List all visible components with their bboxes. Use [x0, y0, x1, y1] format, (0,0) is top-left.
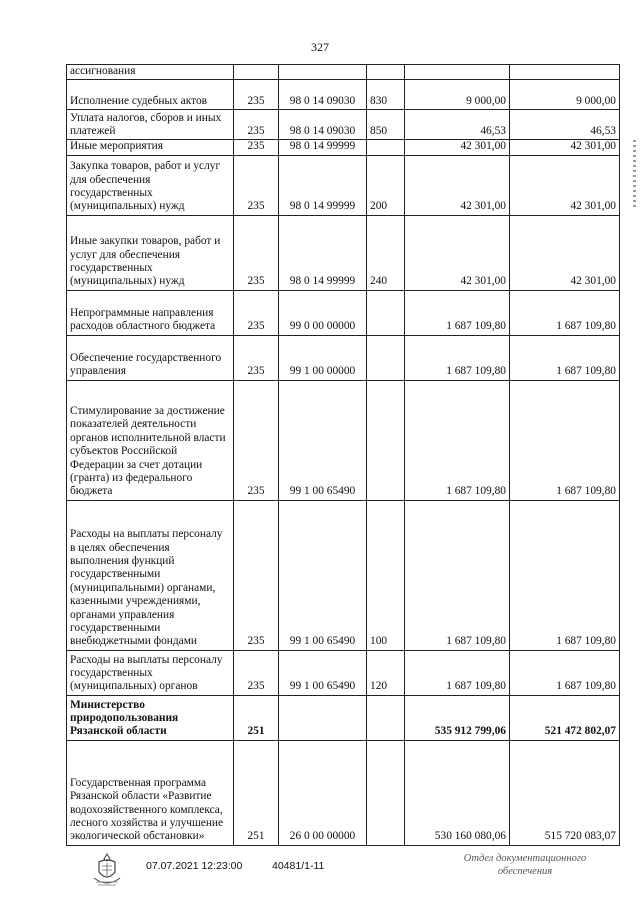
cell-ved	[234, 65, 279, 80]
cell-target-article: 26 0 00 00000	[279, 740, 367, 845]
cell-sum-2: 515 720 083,07	[510, 740, 620, 845]
cell-target-article: 99 1 00 00000	[279, 335, 367, 380]
cell-name: ассигнования	[67, 65, 234, 80]
cell-ved: 235	[234, 155, 279, 215]
table-row	[67, 215, 620, 290]
department-stamp	[440, 852, 610, 878]
cell-expense-type: 830	[367, 80, 405, 110]
cell-sum-2: 1 687 109,80	[510, 290, 620, 335]
cell-target-article: 99 1 00 65490	[279, 380, 367, 500]
cell-sum-1: 1 687 109,80	[405, 290, 510, 335]
stamp-line-2: обеспечения	[497, 866, 553, 877]
cell-ved: 235	[234, 380, 279, 500]
cell-sum-2: 42 301,00	[510, 215, 620, 290]
cell-expense-type	[367, 65, 405, 80]
cell-name: Исполнение судебных актов	[67, 80, 234, 110]
footer-document-code: 40481/1-11	[272, 860, 325, 872]
cell-sum-1: 42 301,00	[405, 215, 510, 290]
table-row	[67, 695, 620, 740]
cell-name: Министерство природопользования Рязанской области	[67, 695, 234, 740]
cell-sum-2: 42 301,00	[510, 155, 620, 215]
cell-expense-type: 200	[367, 155, 405, 215]
cell-sum-1: 1 687 109,80	[405, 500, 510, 650]
table-row	[67, 140, 620, 155]
cell-target-article: 98 0 14 09030	[279, 110, 367, 140]
cell-sum-1: 1 687 109,80	[405, 335, 510, 380]
cell-expense-type	[367, 740, 405, 845]
cell-sum-1: 1 687 109,80	[405, 650, 510, 695]
table-row	[67, 335, 620, 380]
cell-target-article: 98 0 14 99999	[279, 215, 367, 290]
cell-sum-1: 535 912 799,06	[405, 695, 510, 740]
cell-sum-2: 42 301,00	[510, 140, 620, 155]
stamp-line-1: Отдел документационного	[463, 853, 587, 864]
cell-sum-1: 42 301,00	[405, 140, 510, 155]
cell-sum-1: 46,53	[405, 110, 510, 140]
cell-sum-2: 1 687 109,80	[510, 380, 620, 500]
cell-expense-type	[367, 140, 405, 155]
cell-expense-type	[367, 335, 405, 380]
cell-target-article	[279, 695, 367, 740]
table-row	[67, 155, 620, 215]
scan-edge-marks	[633, 140, 636, 210]
cell-target-article: 99 1 00 65490	[279, 500, 367, 650]
cell-sum-2	[510, 65, 620, 80]
cell-name: Стимулирование за достижение показателей деятельности органов исполнительной власти субъектов Российской Федерации за счет дотации (гранта) из федерального бюджета	[67, 380, 234, 500]
cell-expense-type	[367, 380, 405, 500]
cell-sum-2: 46,53	[510, 110, 620, 140]
cell-target-article: 98 0 14 99999	[279, 140, 367, 155]
table-row	[67, 110, 620, 140]
cell-ved: 251	[234, 740, 279, 845]
footer-timestamp: 07.07.2021 12:23:00	[146, 860, 243, 872]
cell-expense-type: 120	[367, 650, 405, 695]
cell-name: Непрограммные направления расходов областного бюджета	[67, 290, 234, 335]
table-row	[67, 65, 620, 80]
cell-target-article: 99 1 00 65490	[279, 650, 367, 695]
table-row	[67, 80, 620, 110]
cell-expense-type: 100	[367, 500, 405, 650]
cell-name: Закупка товаров, работ и услуг для обеспечения государственных (муниципальных) нужд	[67, 155, 234, 215]
cell-expense-type: 240	[367, 215, 405, 290]
cell-ved: 235	[234, 140, 279, 155]
table-row	[67, 500, 620, 650]
cell-sum-2: 1 687 109,80	[510, 650, 620, 695]
table-row	[67, 650, 620, 695]
cell-target-article: 98 0 14 99999	[279, 155, 367, 215]
coat-of-arms-icon	[90, 852, 124, 888]
cell-ved: 235	[234, 650, 279, 695]
cell-name: Расходы на выплаты персоналу в целях обеспечения выполнения функций государственными (муниципальными) органами, казенными учреждениями, органами управления государственными внебюджетными фондами	[67, 500, 234, 650]
table-row	[67, 380, 620, 500]
cell-name: Иные мероприятия	[67, 140, 234, 155]
cell-ved: 235	[234, 335, 279, 380]
cell-sum-1: 530 160 080,06	[405, 740, 510, 845]
cell-sum-2: 1 687 109,80	[510, 335, 620, 380]
table-row	[67, 740, 620, 845]
cell-sum-2: 1 687 109,80	[510, 500, 620, 650]
cell-ved: 235	[234, 80, 279, 110]
cell-sum-1: 1 687 109,80	[405, 380, 510, 500]
cell-ved: 235	[234, 215, 279, 290]
budget-table	[66, 64, 620, 846]
cell-name: Иные закупки товаров, работ и услуг для обеспечения государственных (муниципальных) нужд	[67, 215, 234, 290]
table-row	[67, 290, 620, 335]
cell-name: Обеспечение государственного управления	[67, 335, 234, 380]
cell-sum-1: 9 000,00	[405, 80, 510, 110]
cell-name: Расходы на выплаты персоналу государственных (муниципальных) органов	[67, 650, 234, 695]
cell-ved: 235	[234, 500, 279, 650]
cell-sum-1: 42 301,00	[405, 155, 510, 215]
cell-target-article	[279, 65, 367, 80]
cell-name: Уплата налогов, сборов и иных платежей	[67, 110, 234, 140]
cell-expense-type	[367, 290, 405, 335]
cell-target-article: 99 0 00 00000	[279, 290, 367, 335]
cell-sum-2: 9 000,00	[510, 80, 620, 110]
cell-ved: 235	[234, 290, 279, 335]
cell-expense-type	[367, 695, 405, 740]
cell-expense-type: 850	[367, 110, 405, 140]
cell-sum-2: 521 472 802,07	[510, 695, 620, 740]
cell-target-article: 98 0 14 09030	[279, 80, 367, 110]
cell-name: Государственная программа Рязанской области «Развитие водохозяйственного комплекса, лесного хозяйства и улучшение экологической обстановки»	[67, 740, 234, 845]
cell-ved: 251	[234, 695, 279, 740]
page-number: 327	[311, 40, 329, 54]
cell-sum-1	[405, 65, 510, 80]
cell-ved: 235	[234, 110, 279, 140]
